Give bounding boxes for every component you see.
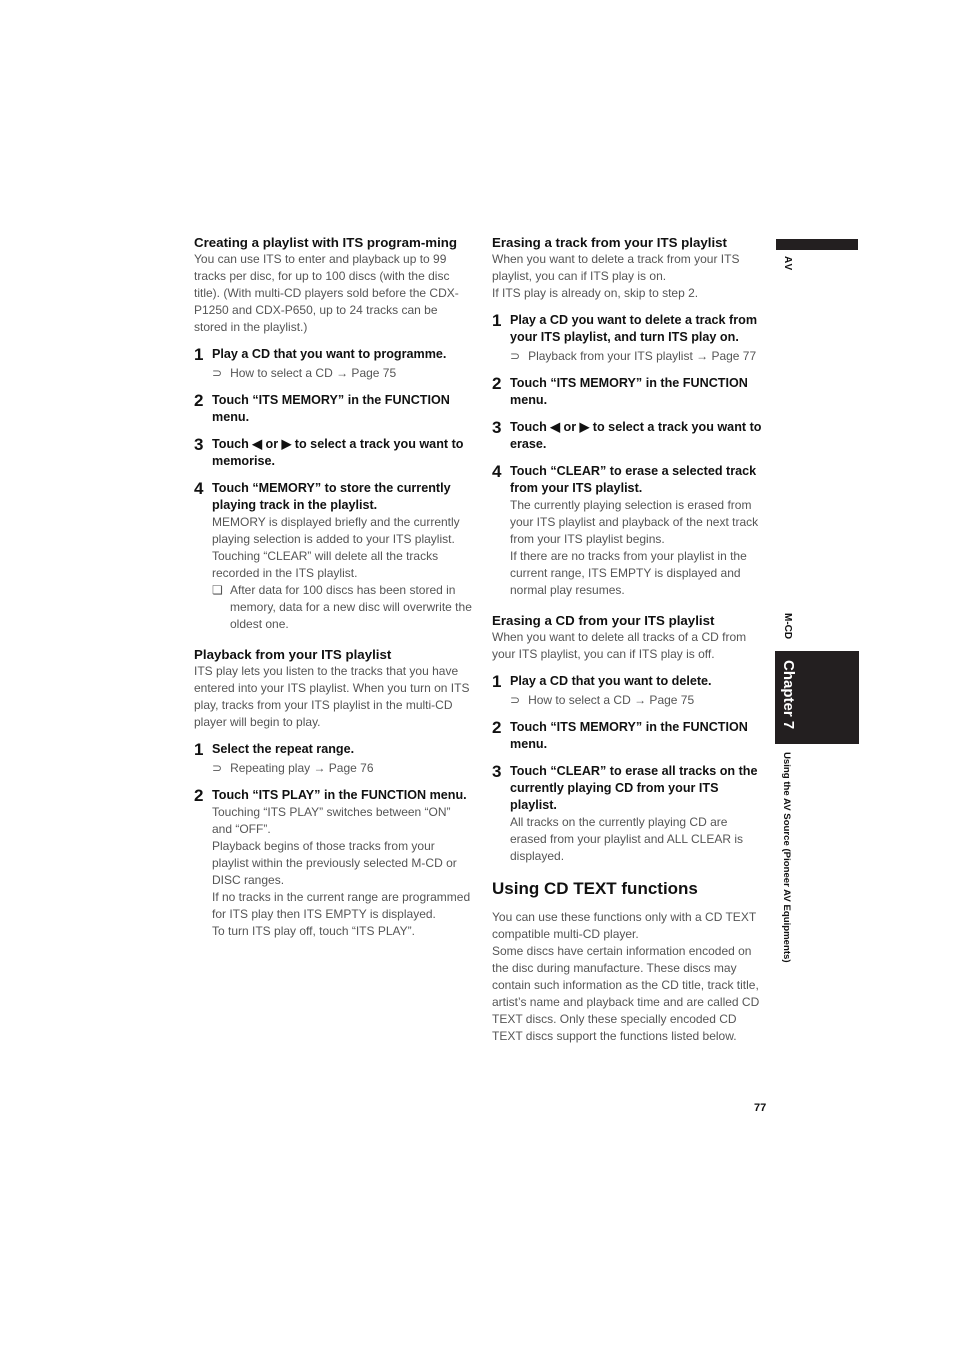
ref-arrow-icon: ⊃ — [212, 761, 223, 775]
section-intro: When you want to delete a track from your ITS playlist, you can if ITS play is on. — [492, 252, 740, 283]
step-number: 3 — [492, 762, 502, 781]
step-number: 1 — [492, 672, 502, 691]
side-label-av: AV — [782, 256, 793, 272]
section-title: Creating a playlist with ITS program-ming — [194, 235, 458, 250]
step-title: Touch “CLEAR” to erase a selected track from your ITS playlist. — [510, 464, 757, 495]
step-body: MEMORY is displayed briefly and the currently playing selection is added to your ITS playlist. — [212, 515, 460, 546]
step-4 — [492, 463, 766, 599]
step-2 — [492, 375, 766, 409]
step-title: Touch “ITS MEMORY” in the FUNCTION menu. — [510, 720, 748, 751]
step-body: If there are no tracks from your playlist in the current range, ITS EMPTY is displayed and normal play resumes. — [510, 549, 747, 597]
step-title: Play a CD you want to delete a track from your ITS playlist, and turn ITS play on. — [510, 313, 758, 344]
section-intro: You can use ITS to enter and playback up to 99 tracks per disc, for up to 100 discs (with the disc title). (With multi-CD players sold before the CDX-P1250 and CDX-P650, up to 24 tracks can be stored in the playlist.) — [194, 252, 459, 334]
section-title: Erasing a CD from your ITS playlist — [492, 613, 715, 628]
step-number: 1 — [492, 311, 502, 330]
step-number: 2 — [492, 718, 502, 737]
step-title: Select the repeat range. — [212, 742, 355, 756]
step-title: Touch “MEMORY” to store the currently playing track in the playlist. — [212, 481, 451, 512]
section-erasing-cd — [492, 612, 766, 865]
side-label-mcd: M-CD — [782, 613, 793, 640]
step-2 — [194, 787, 472, 940]
section-intro: ITS play lets you listen to the tracks that you have entered into your ITS playlist. When you turn on ITS play, tracks from your ITS playlist in the multi-CD player will begin to play. — [194, 664, 470, 729]
step-2 — [194, 392, 472, 426]
note: ❏ After data for 100 discs has been stored in memory, data for a new disc will overwrite the oldest one. — [212, 583, 472, 631]
step-4 — [194, 480, 472, 633]
note-box-icon: ❏ — [212, 583, 223, 597]
step-body: To turn ITS play off, touch “ITS PLAY”. — [212, 924, 415, 938]
step-3 — [492, 763, 766, 865]
step-number: 3 — [492, 418, 502, 437]
step-title: Touch “ITS PLAY” in the FUNCTION menu. — [212, 788, 467, 802]
step-3 — [194, 436, 472, 470]
ref-arrow-icon: ⊃ — [510, 349, 521, 363]
step-body: Touching “ITS PLAY” switches between “ON” and “OFF”. — [212, 805, 451, 836]
section-title: Erasing a track from your ITS playlist — [492, 235, 727, 250]
ref-arrow-icon: ⊃ — [212, 366, 223, 380]
step-1 — [492, 673, 766, 709]
section-title: Playback from your ITS playlist — [194, 647, 392, 662]
left-column — [194, 234, 472, 953]
section-erasing-track — [492, 234, 766, 599]
chapter-label: Chapter 7 — [780, 660, 797, 730]
step-body: If no tracks in the current range are programmed for ITS play then ITS EMPTY is displayed. — [212, 890, 471, 921]
step-title: Play a CD that you want to delete. — [510, 674, 712, 688]
step-title: Touch ◀ or ▶ to select a track you want to memorise. — [212, 437, 464, 468]
chapter-subtitle: Using the AV Source (Pioneer AV Equipments) — [781, 752, 792, 963]
step-number: 3 — [194, 435, 204, 454]
step-body: Playback begins of those tracks from your playlist within the previously selected M-CD or DISC ranges. — [212, 839, 457, 887]
section-creating-playlist — [194, 234, 472, 633]
step-2 — [492, 719, 766, 753]
step-number: 2 — [194, 786, 204, 805]
step-number: 4 — [194, 479, 204, 498]
section-intro: If ITS play is already on, skip to step 2. — [492, 286, 699, 300]
step-number: 4 — [492, 462, 502, 481]
step-1 — [492, 312, 766, 365]
step-1 — [194, 346, 472, 382]
step-title: Touch ◀ or ▶ to select a track you want to erase. — [510, 420, 762, 451]
section-heading: Using CD TEXT functions — [492, 879, 698, 898]
page-reference: ⊃ Repeating play → Page 76 — [212, 761, 374, 775]
step-number: 2 — [194, 391, 204, 410]
step-body: Touching “CLEAR” will delete all the tracks recorded in the ITS playlist. — [212, 549, 439, 580]
page-reference: ⊃ How to select a CD → Page 75 — [510, 693, 695, 707]
section-paragraph: Some discs have certain information encoded on the disc during manufacture. These discs may contain such information as the CD title, track title, artist’s name and playback time and are called CD TEXT discs. Only these specially encoded CD TEXT discs support the functions listed below. — [492, 944, 760, 1043]
step-number: 1 — [194, 740, 204, 759]
step-title: Play a CD that you want to programme. — [212, 347, 447, 361]
step-title: Touch “ITS MEMORY” in the FUNCTION menu. — [510, 376, 748, 407]
page-reference: ⊃ How to select a CD → Page 75 — [212, 366, 397, 380]
section-paragraph: You can use these functions only with a CD TEXT compatible multi-CD player. — [492, 910, 756, 941]
side-tab-bar — [776, 239, 858, 250]
step-number: 2 — [492, 374, 502, 393]
step-body: All tracks on the currently playing CD are erased from your playlist and ALL CLEAR is displayed. — [510, 815, 743, 863]
step-1 — [194, 741, 472, 777]
section-playback-playlist — [194, 646, 472, 940]
page-reference: ⊃ Playback from your ITS playlist → Page 77 — [510, 349, 757, 363]
section-cd-text — [492, 879, 766, 1045]
step-body: The currently playing selection is erased from your ITS playlist and playback of the next track from your ITS playlist begins. — [510, 498, 759, 546]
step-number: 1 — [194, 345, 204, 364]
step-title: Touch “ITS MEMORY” in the FUNCTION menu. — [212, 393, 450, 424]
step-title: Touch “CLEAR” to erase all tracks on the currently playing CD from your ITS playlist. — [510, 764, 758, 812]
page-number: 77 — [754, 1102, 767, 1114]
right-column — [492, 234, 766, 1045]
ref-arrow-icon: ⊃ — [510, 693, 521, 707]
section-intro: When you want to delete all tracks of a CD from your ITS playlist, you can if ITS play is off. — [492, 630, 747, 661]
step-3 — [492, 419, 766, 453]
